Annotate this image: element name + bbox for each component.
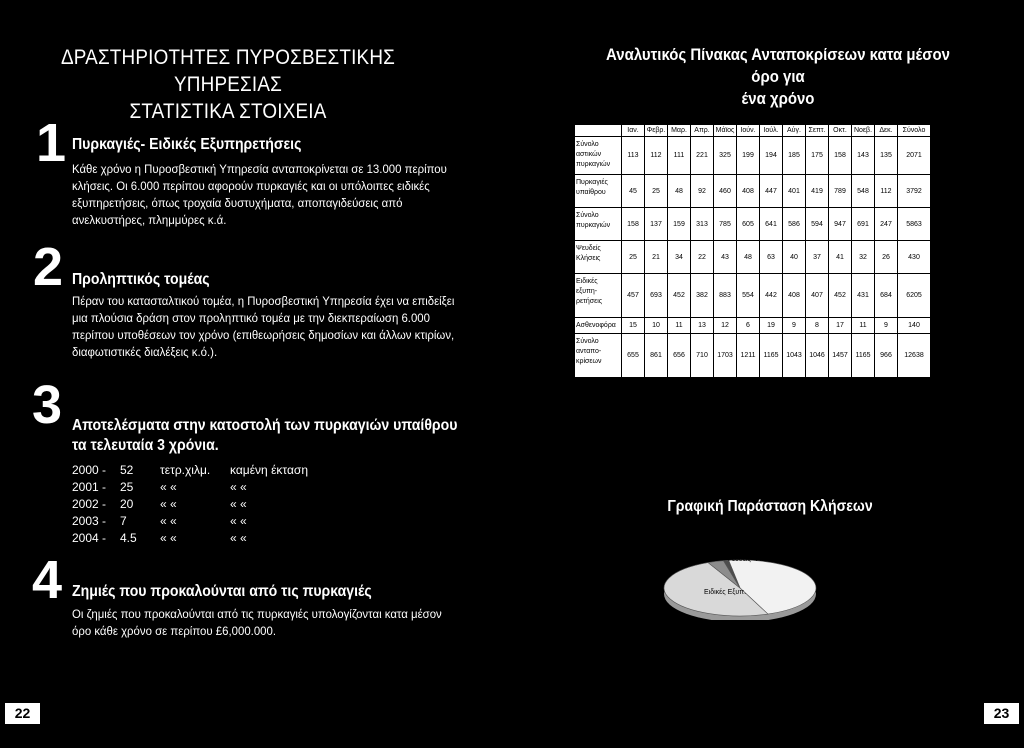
table-cell: 41 (829, 241, 852, 274)
table-cell: 1165 (760, 334, 783, 378)
section-1-number: 1 (36, 113, 67, 173)
table-cell: 19 (760, 318, 783, 334)
table-cell: 605 (737, 208, 760, 241)
table-cell: 452 (829, 274, 852, 318)
year-row (72, 530, 332, 547)
table-cell: 37 (806, 241, 829, 274)
section-2-number: 2 (33, 237, 64, 297)
table-row-label: Ειδικές εξυπη- ρετήσεις (575, 274, 622, 318)
page-number-left: 22 (5, 703, 40, 724)
table-cell: 13 (691, 318, 714, 334)
table-cell: 457 (622, 274, 645, 318)
table-cell: 883 (714, 274, 737, 318)
table-cell: 408 (737, 175, 760, 208)
right-title-line-1: Αναλυτικός Πίνακας Ανταποκρίσεων κατα μέσον όρο για (606, 45, 950, 86)
table-cell: 2071 (898, 137, 931, 175)
table-cell: 158 (622, 208, 645, 241)
area-value: 52 (120, 463, 134, 477)
description: « « (230, 480, 247, 494)
table-cell: 63 (760, 241, 783, 274)
pie-slices (664, 555, 816, 620)
table-cell: 3792 (898, 175, 931, 208)
table-cell: 430 (898, 241, 931, 274)
section-4-body (72, 606, 471, 640)
left-page-title (30, 44, 426, 125)
table-cell: 447 (760, 175, 783, 208)
title-line-1: ΔΡΑΣΤΗΡΙΟΤΗΤΕΣ ΠΥΡΟΣΒΕΣΤΙΚΗΣ ΥΠΗΡΕΣΙΑΣ (60, 46, 396, 96)
table-cell: 655 (622, 334, 645, 378)
table-cell: 313 (691, 208, 714, 241)
table-cell: 26 (875, 241, 898, 274)
table-header-row (575, 125, 931, 137)
table-cell: 11 (668, 318, 691, 334)
table-cell: 22 (691, 241, 714, 274)
table-cell: 12638 (898, 334, 931, 378)
section-2-line: περίπου υποθέσεων τον χρόνο (επιθεωρήσεις δημοσίων και άλλων κτιρίων, (72, 328, 455, 342)
pie-label-1: Ειδικές Εξυπ. (704, 589, 747, 596)
pie-label-2: Ψευδείς (726, 556, 751, 563)
table-cell: 693 (645, 274, 668, 318)
table-header-cell: Ιαν. (622, 125, 645, 137)
right-title-line-2: ένα χρόνο (741, 89, 815, 108)
table-cell: 25 (622, 241, 645, 274)
section-4-line: όρο κάθε χρόνο σε περίπου £6,000.000. (72, 624, 277, 638)
table-cell: 656 (668, 334, 691, 378)
unit: « « (160, 531, 177, 545)
year: 2003 - (72, 514, 107, 528)
table-cell: 442 (760, 274, 783, 318)
table-header-cell: Δεκ. (875, 125, 898, 137)
table-cell: 548 (852, 175, 875, 208)
table-row (575, 334, 931, 378)
section-1-line: εξυπηρετήσεις, όπως τροχαία δυστυχήματα, αποπαγιδεύσεις από (72, 196, 403, 210)
table-cell: 460 (714, 175, 737, 208)
description: « « (230, 531, 247, 545)
table-cell: 785 (714, 208, 737, 241)
table-cell: 21 (645, 241, 668, 274)
description: « « (230, 514, 247, 528)
page-number-right: 23 (984, 703, 1019, 724)
description: καμένη έκταση (230, 463, 308, 477)
area-value: 25 (120, 480, 134, 494)
table-cell: 45 (622, 175, 645, 208)
title-line-2: ΣΤΑΤΙΣΤΙΚΑ ΣΤΟΙΧΕΙΑ (129, 100, 327, 123)
table-cell: 158 (829, 137, 852, 175)
table-cell: 12 (714, 318, 737, 334)
year: 2004 - (72, 531, 107, 545)
table-row-label: Σύνολο αστικών πυρκαγιών (575, 137, 622, 175)
section-3-heading-line: Αποτελέσματα στην κατοστολή των πυρκαγιών υπαίθρου (72, 417, 458, 434)
table-cell: 143 (852, 137, 875, 175)
table-cell: 6205 (898, 274, 931, 318)
table-cell: 382 (691, 274, 714, 318)
table-cell: 113 (622, 137, 645, 175)
table-cell: 684 (875, 274, 898, 318)
responses-table (574, 124, 931, 378)
table-cell: 48 (668, 175, 691, 208)
description: « « (230, 497, 247, 511)
table-cell: 408 (783, 274, 806, 318)
calls-pie-chart (660, 548, 820, 620)
chart-title: Γραφική Παράσταση Κλήσεων (667, 498, 873, 515)
table-header-cell (575, 125, 622, 137)
year: 2001 - (72, 480, 107, 494)
table-row-label: Ψευδείς Κλήσεις (575, 241, 622, 274)
table-cell: 691 (852, 208, 875, 241)
table-cell: 710 (691, 334, 714, 378)
year-row (72, 479, 332, 496)
section-2-line: Πέραν του κατασταλτικού τομέα, η Πυροσβεστική Υπηρεσία έχει να επιδείξει (72, 294, 455, 308)
section-3-number: 3 (32, 375, 63, 435)
table-cell: 40 (783, 241, 806, 274)
table-header-cell: Σεπτ. (806, 125, 829, 137)
table-cell: 407 (806, 274, 829, 318)
table-cell: 947 (829, 208, 852, 241)
table-cell: 15 (622, 318, 645, 334)
section-1-body (72, 161, 471, 229)
section-4-heading: Ζημιές που προκαλούνται από τις πυρκαγιές (72, 583, 372, 600)
table-cell: 137 (645, 208, 668, 241)
table-header-cell: Μάϊος (714, 125, 737, 137)
section-4-number: 4 (32, 550, 63, 610)
table-cell: 594 (806, 208, 829, 241)
table-header-cell: Φεβρ. (645, 125, 668, 137)
right-page-title (602, 44, 954, 110)
table-cell: 25 (645, 175, 668, 208)
table-cell: 861 (645, 334, 668, 378)
table-row-label: Ασθενοφόρα (575, 318, 622, 334)
table-cell: 966 (875, 334, 898, 378)
table-row (575, 137, 931, 175)
section-1-line: Κάθε χρόνο η Πυροσβεστική Υπηρεσία ανταποκρίνεται σε 13.000 περίπου (72, 162, 447, 176)
area-value: 7 (120, 514, 127, 528)
table-header-cell: Οκτ. (829, 125, 852, 137)
table-cell: 1043 (783, 334, 806, 378)
table-header-cell: Μαρ. (668, 125, 691, 137)
table-cell: 431 (852, 274, 875, 318)
table-cell: 32 (852, 241, 875, 274)
section-2-line: μια πλούσια δράση στον προληπτικό τομέα με την διεκπεραίωση 6.000 (72, 311, 431, 325)
section-2-line: διαφωτιστικές διαλέξεις κ.ό.). (72, 345, 218, 359)
unit: τετρ.χιλμ. (160, 463, 211, 477)
table-header-cell: Ιούλ. (760, 125, 783, 137)
table-cell: 159 (668, 208, 691, 241)
table-cell: 111 (668, 137, 691, 175)
unit: « « (160, 480, 177, 494)
table-cell: 789 (829, 175, 852, 208)
table-row-label: Πυρκαγιές υπαίθρου (575, 175, 622, 208)
table-cell: 175 (806, 137, 829, 175)
table-cell: 1703 (714, 334, 737, 378)
section-3-heading-line: τα τελευταία 3 χρόνια. (72, 437, 219, 454)
table-cell: 112 (645, 137, 668, 175)
section-1-heading: Πυρκαγιές- Ειδικές Εξυπηρετήσεις (72, 136, 302, 153)
table-header-cell: Σύνολο (898, 125, 931, 137)
table-cell: 1211 (737, 334, 760, 378)
table-header-cell: Ιούν. (737, 125, 760, 137)
table-cell: 586 (783, 208, 806, 241)
table-cell: 17 (829, 318, 852, 334)
unit: « « (160, 514, 177, 528)
table-row-label: Σύνολο ανταπο- κρίσεων (575, 334, 622, 378)
table-cell: 92 (691, 175, 714, 208)
table-cell: 419 (806, 175, 829, 208)
table-cell: 43 (714, 241, 737, 274)
table-cell: 221 (691, 137, 714, 175)
table-cell: 5863 (898, 208, 931, 241)
table-cell: 325 (714, 137, 737, 175)
table-cell: 6 (737, 318, 760, 334)
area-value: 20 (120, 497, 134, 511)
table-cell: 34 (668, 241, 691, 274)
pie-label-3: Ασθενοφόρα (756, 556, 796, 563)
table-header-cell: Νοεβ. (852, 125, 875, 137)
table-cell: 247 (875, 208, 898, 241)
table-cell: 1046 (806, 334, 829, 378)
table-row-label: Σύνολο πυρκαγιών (575, 208, 622, 241)
table-header-cell: Αύγ. (783, 125, 806, 137)
table-row (575, 318, 931, 334)
table-cell: 185 (783, 137, 806, 175)
table-cell: 10 (645, 318, 668, 334)
table-row (575, 208, 931, 241)
table-cell: 9 (875, 318, 898, 334)
table-cell: 112 (875, 175, 898, 208)
table-cell: 1165 (852, 334, 875, 378)
year-row (72, 462, 332, 479)
section-3-heading (72, 416, 457, 456)
year: 2000 - (72, 463, 107, 477)
table-row (575, 274, 931, 318)
table-cell: 135 (875, 137, 898, 175)
year-row (72, 496, 332, 513)
table-cell: 199 (737, 137, 760, 175)
table-cell: 140 (898, 318, 931, 334)
table-cell: 11 (852, 318, 875, 334)
table-cell: 1457 (829, 334, 852, 378)
table-header-cell: Απρ. (691, 125, 714, 137)
table-cell: 401 (783, 175, 806, 208)
year-row (72, 513, 332, 530)
section-2-body (72, 293, 471, 361)
table-cell: 194 (760, 137, 783, 175)
section-1-line: κλήσεις. Οι 6.000 περίπου αφορούν πυρκαγιές και οι υπόλοιπες ειδικές (72, 179, 430, 193)
table-cell: 8 (806, 318, 829, 334)
section-4-line: Οι ζημιές που προκαλούνται από τις πυρκαγιές υπολογίζονται κατα μέσον (72, 607, 442, 621)
table-cell: 9 (783, 318, 806, 334)
year: 2002 - (72, 497, 107, 511)
table-cell: 641 (760, 208, 783, 241)
table-cell: 554 (737, 274, 760, 318)
table-cell: 48 (737, 241, 760, 274)
section-2-heading: Προληπτικός τομέας (72, 271, 210, 288)
unit: « « (160, 497, 177, 511)
table-row (575, 175, 931, 208)
area-value: 4.5 (120, 531, 137, 545)
section-1-line: ανελκυστήρες, πλημμύρες κ.ά. (72, 213, 227, 227)
table-row (575, 241, 931, 274)
table-cell: 452 (668, 274, 691, 318)
